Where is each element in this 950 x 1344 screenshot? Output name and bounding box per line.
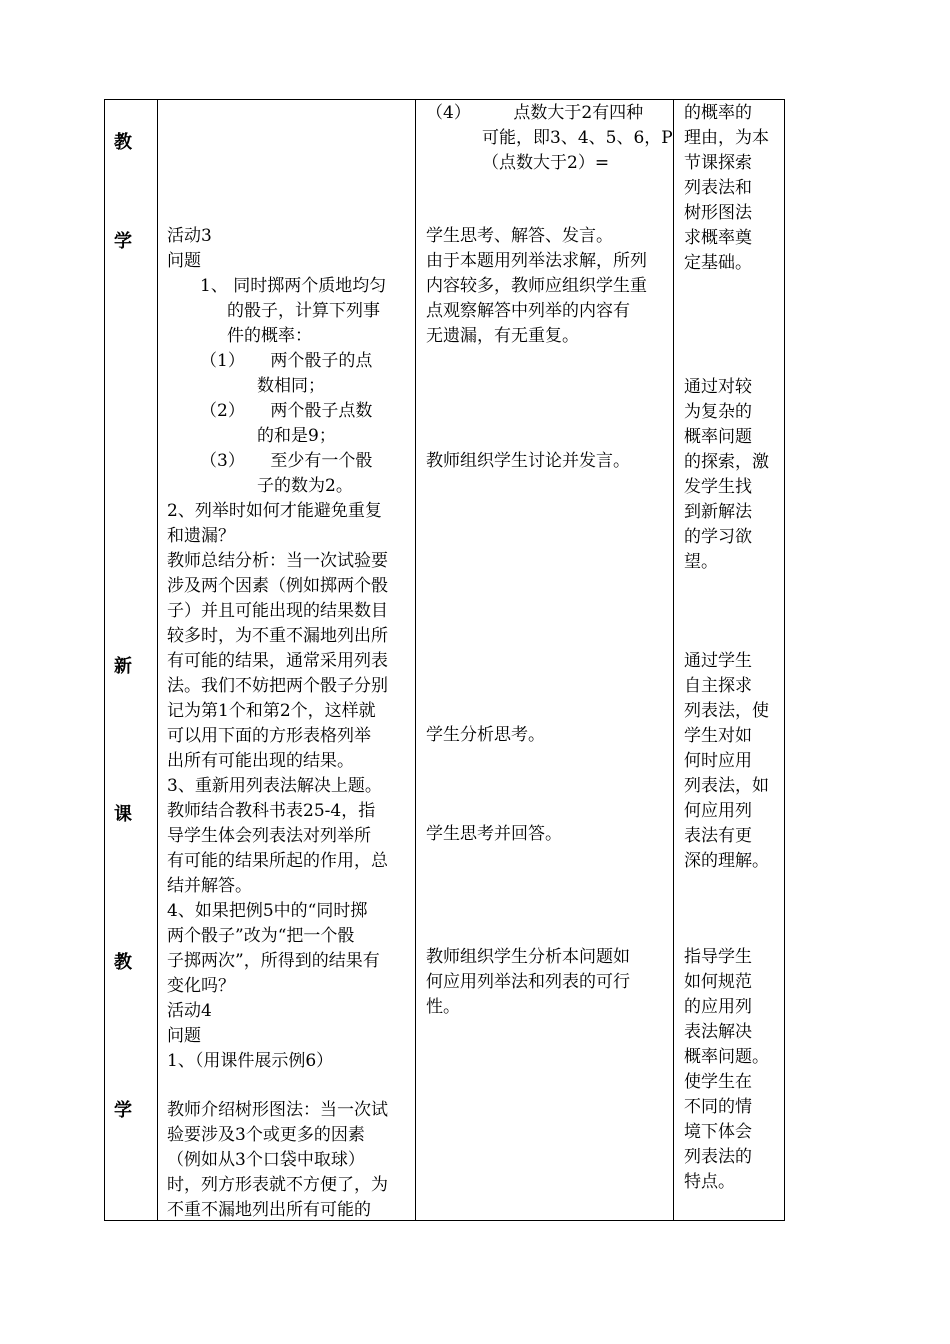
activity-line: 活动3 — [167, 226, 212, 246]
purpose-line: 发学生找 — [684, 477, 752, 497]
student-line: 教师组织学生讨论并发言。 — [426, 451, 630, 471]
activity-line: 涉及两个因素（例如掷两个骰 — [167, 576, 388, 596]
purpose-line: 求概率奠 — [684, 228, 752, 248]
purpose-line: 通过学生 — [684, 651, 752, 671]
purpose-line: 的探索，激 — [684, 452, 769, 472]
activity-line: （3） 至少有一个骰 — [200, 451, 373, 471]
activity-line: （例如从3个口袋中取球） — [167, 1150, 365, 1170]
purpose-line: 自主探求 — [684, 676, 752, 696]
purpose-line: 为复杂的 — [684, 402, 752, 422]
side-label-char: 教 — [114, 132, 132, 153]
activity-line: 可以用下面的方形表格列举 — [167, 726, 371, 746]
activity-line: 的和是9； — [257, 426, 336, 446]
activity-line: 两个骰子”改为“把一个骰 — [167, 926, 355, 946]
activity-line: 问题 — [167, 1026, 201, 1046]
student-line: 点观察解答中列举的内容有 — [426, 301, 630, 321]
activity-line: 子的数为2。 — [257, 476, 353, 496]
purpose-line: 深的理解。 — [684, 851, 769, 871]
purpose-line: 表法解决 — [684, 1022, 752, 1042]
activity-line: 变化吗？ — [167, 976, 235, 996]
purpose-line: 概率问题 — [684, 427, 752, 447]
activity-line: 子）并且可能出现的结果数目 — [167, 601, 388, 621]
activity-line: 和遗漏？ — [167, 526, 235, 546]
purpose-line: 使学生在 — [684, 1072, 752, 1092]
activity-line: 较多时，为不重不漏地列出所 — [167, 626, 388, 646]
student-line: 教师组织学生分析本问题如 — [426, 947, 630, 967]
purpose-line: 指导学生 — [684, 947, 752, 967]
side-label-column — [105, 100, 157, 1220]
activity-line: 3、重新用列表法解决上题。 — [167, 776, 382, 796]
student-line: （点数大于2）= — [482, 153, 610, 173]
purpose-line: 何时应用 — [684, 751, 752, 771]
purpose-line: 的应用列 — [684, 997, 752, 1017]
activity-line: 教师总结分析：当一次试验要 — [167, 551, 388, 571]
activity-line: 法。我们不妨把两个骰子分别 — [167, 676, 388, 696]
activity-line: 教师介绍树形图法：当一次试 — [167, 1100, 388, 1120]
purpose-line: 如何规范 — [684, 972, 752, 992]
activity-line: 子掷两次”，所得到的结果有 — [167, 951, 380, 971]
purpose-line: 的学习欲 — [684, 527, 752, 547]
purpose-line: 不同的情 — [684, 1097, 752, 1117]
purpose-line: 列表法的 — [684, 1147, 752, 1167]
student-line: 由于本题用列举法求解，所列 — [426, 251, 647, 271]
purpose-line: 树形图法 — [684, 203, 752, 223]
purpose-line: 学生对如 — [684, 726, 752, 746]
purpose-line: 到新解法 — [684, 502, 752, 522]
student-line: 内容较多，教师应组织学生重 — [426, 276, 647, 296]
purpose-line: 列表法，如 — [684, 776, 769, 796]
activity-line: 1、（用课件展示例6） — [167, 1051, 334, 1071]
student-line: （4） 点数大于2有四种 — [426, 103, 644, 123]
purpose-line: 特点。 — [684, 1172, 735, 1192]
activity-line: 件的概率： — [227, 326, 312, 346]
activity-line: 不重不漏地列出所有可能的 — [167, 1200, 371, 1220]
side-label-char: 教 — [114, 952, 132, 973]
activity-line: 导学生体会列表法对列举所 — [167, 826, 371, 846]
student-line: 学生思考、解答、发言。 — [426, 226, 613, 246]
student-line: 无遗漏，有无重复。 — [426, 326, 579, 346]
activity-line: 时，列方形表就不方便了，为 — [167, 1175, 388, 1195]
purpose-line: 何应用列 — [684, 801, 752, 821]
activity-line: 验要涉及3个或更多的因素 — [167, 1125, 365, 1145]
purpose-line: 列表法和 — [684, 178, 752, 198]
activity-line: 教师结合教科书表25-4，指 — [167, 801, 376, 821]
activity-line: 1、 同时掷两个质地均匀 — [200, 276, 387, 296]
activity-line: 有可能的结果所起的作用，总 — [167, 851, 388, 871]
activity-line: 出所有可能出现的结果。 — [167, 751, 354, 771]
activity-line: 问题 — [167, 251, 201, 271]
purpose-line: 列表法，使 — [684, 701, 769, 721]
student-line: 学生思考并回答。 — [426, 824, 562, 844]
purpose-line: 概率问题。 — [684, 1047, 769, 1067]
lesson-table — [104, 99, 785, 1221]
student-line: 可能，即3、4、5、6，P — [482, 128, 673, 148]
activity-line: 的骰子，计算下列事 — [227, 301, 380, 321]
purpose-column — [674, 100, 784, 1220]
purpose-line: 节课探索 — [684, 153, 752, 173]
student-line: 学生分析思考。 — [426, 725, 545, 745]
student-line: 性。 — [426, 997, 460, 1017]
activity-column — [158, 100, 415, 1220]
activity-line: 数相同； — [257, 376, 325, 396]
activity-line: 结并解答。 — [167, 876, 252, 896]
activity-line: 4、如果把例5中的“同时掷 — [167, 901, 368, 921]
activity-line: 活动4 — [167, 1001, 212, 1021]
activity-line: （2） 两个骰子点数 — [200, 401, 373, 421]
purpose-line: 境下体会 — [684, 1122, 752, 1142]
activity-line: （1） 两个骰子的点 — [200, 351, 373, 371]
activity-line: 有可能的结果，通常采用列表 — [167, 651, 388, 671]
side-label-char: 学 — [114, 1100, 132, 1121]
purpose-line: 的概率的 — [684, 103, 752, 123]
activity-line: 2、列举时如何才能避免重复 — [167, 501, 382, 521]
activity-line: 记为第1个和第2个，这样就 — [167, 701, 376, 721]
purpose-line: 理由，为本 — [684, 128, 769, 148]
purpose-line: 定基础。 — [684, 253, 752, 273]
student-column — [416, 100, 673, 1220]
purpose-line: 望。 — [684, 552, 718, 572]
side-label-char: 学 — [114, 231, 132, 252]
side-label-char: 课 — [114, 804, 132, 825]
side-label-char: 新 — [114, 656, 132, 677]
purpose-line: 通过对较 — [684, 377, 752, 397]
purpose-line: 表法有更 — [684, 826, 752, 846]
student-line: 何应用列举法和列表的可行 — [426, 972, 630, 992]
